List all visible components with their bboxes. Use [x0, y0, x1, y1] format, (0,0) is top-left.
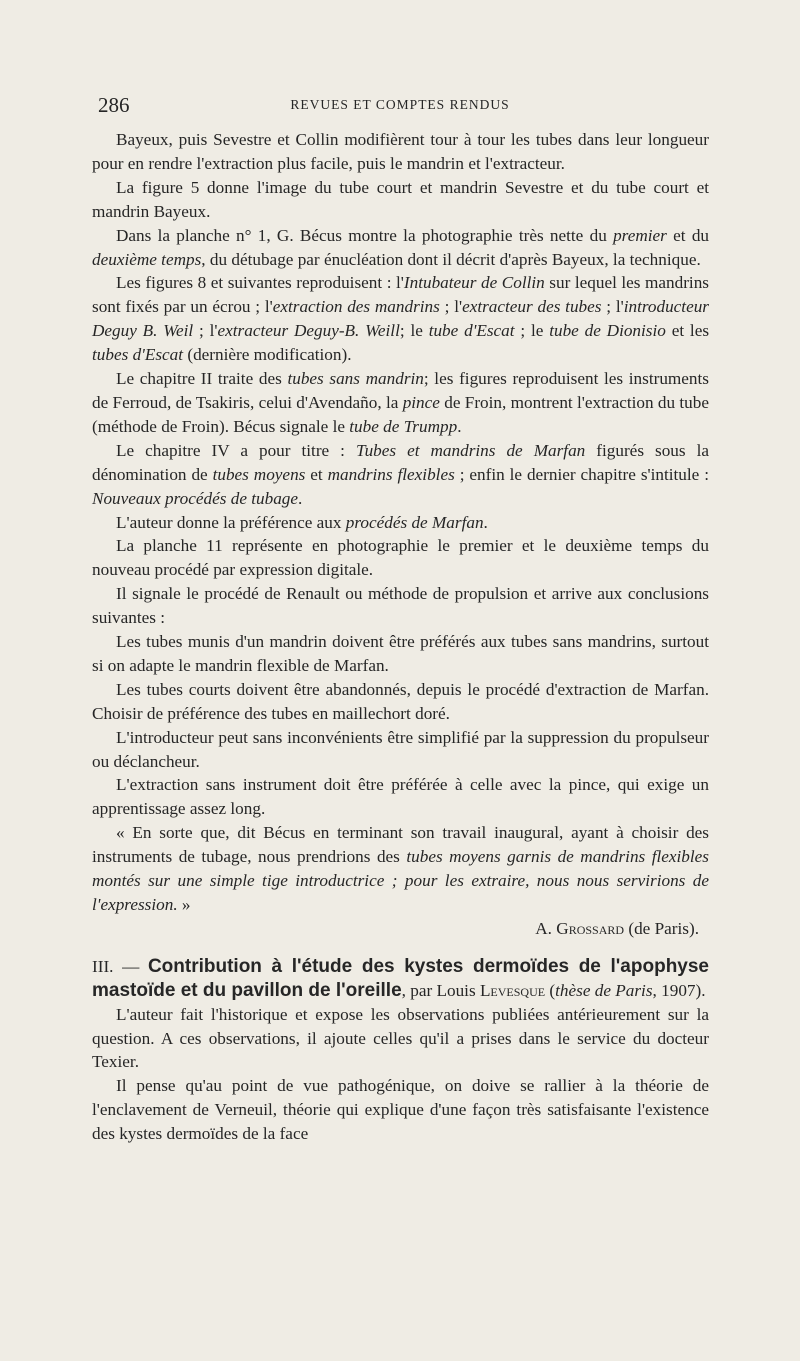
text-run: et du — [666, 225, 710, 245]
paragraph-14 — [92, 821, 709, 917]
italic-run: tube de Trumpp — [349, 416, 458, 436]
source-title: thèse de Paris — [555, 980, 653, 1000]
text-run: » — [177, 895, 191, 914]
paragraph-11: Les tubes courts doivent être abandonnés, depuis le procédé d'extraction de Marfan. Choisir de préférence des tubes en maillechort doré. — [92, 679, 709, 723]
section-number: III. — — [92, 956, 148, 976]
italic-run: tubes d'Escat — [92, 345, 184, 365]
text-run: sur lequel les mandrins sont fixés par un écrou ; l' — [92, 273, 709, 317]
section-title: Contribution à l'étude des kystes dermoïdes de l'apophyse mastoïde et du pavillon de l'oreille — [92, 955, 709, 1001]
text-run: et les — [665, 321, 710, 341]
text-run: Le chapitre II traite des — [116, 369, 288, 389]
page-number: 286 — [98, 93, 130, 117]
italic-run: tubes moyens garnis de mandrins flexibles montés sur une simple tige introductrice ; pour les extraire, nous nous servirions de l'expression. — [92, 847, 709, 914]
text-run: ; l' — [439, 297, 463, 317]
paragraph-6 — [92, 439, 709, 511]
text-run: ; le — [399, 321, 429, 341]
italic-run: premier — [613, 225, 667, 245]
paragraph-16: Il pense qu'au point de vue pathogénique, on doive se rallier à la théorie de l'enclavement de Verneuil, théorie qui explique d'une façon très satisfaisante l'existence des kystes dermoïdes de la face — [92, 1076, 709, 1144]
paragraph-12: L'introducteur peut sans inconvénients être simplifié par la suppression du propulseur ou déclancheur. — [92, 727, 709, 771]
italic-run: deuxième temps — [92, 249, 202, 269]
signature-initial: A. — [535, 918, 557, 938]
italic-run: procédés de Marfan — [345, 512, 484, 532]
paragraph-7 — [92, 511, 709, 535]
text-run: , par Louis — [401, 980, 480, 1000]
text-run: ; l' — [193, 321, 218, 341]
italic-run: tube de Dionisio — [549, 321, 666, 341]
text-run: ; l' — [601, 297, 624, 317]
italic-run: introducteur Deguy B. Weil — [92, 297, 709, 341]
text-run: « En sorte que, dit Bécus en terminant son travail inaugural, ayant à choisir des instruments de tubage, nous prendrions des — [92, 823, 709, 867]
paragraph-4 — [92, 271, 709, 367]
text-run: de Froin, montrent l'extraction du tube (méthode de Froin). Bécus signale le — [92, 392, 709, 436]
paragraph-3 — [92, 224, 709, 272]
paragraph-15: L'auteur fait l'historique et expose les observations publiées antérieurement sur la question. A ces observations, il ajoute celles qu'il a prises dans le service du docteur Texier. — [92, 1004, 709, 1072]
text-run: Les figures 8 et suivantes reproduisent : l' — [116, 273, 404, 293]
text-run: . — [483, 512, 488, 532]
text-run: figurés sous la dénomination de — [92, 440, 709, 484]
paragraph-9: Il signale le procédé de Renault ou méthode de propulsion et arrive aux conclusions suivantes : — [92, 584, 709, 628]
italic-run: Tubes et mandrins de Marfan — [355, 440, 586, 460]
text-run: Le chapitre IV a pour titre : — [116, 440, 356, 460]
signature-place: (de Paris). — [624, 918, 699, 938]
italic-run: Intubateur de Collin — [403, 273, 545, 293]
paragraph-13: L'extraction sans instrument doit être préférée à celle avec la pince, qui exige un apprentissage assez long. — [92, 775, 709, 819]
author-name: Levesque — [479, 980, 546, 1000]
running-head: REVUES ET COMPTES RENDUS — [290, 97, 510, 112]
text-run: ; les figures reproduisent les instruments de Ferroud, de Tsakiris, celui d'Avendaño, la — [92, 369, 709, 412]
italic-run: tubes sans mandrin — [287, 369, 424, 389]
italic-run: pince — [402, 392, 440, 412]
body-text — [92, 128, 709, 1146]
page-header — [98, 93, 702, 119]
italic-run: tubes moyens — [212, 464, 306, 484]
text-run: Dans la planche n° 1, G. Bécus montre la photographie très nette du — [116, 225, 614, 245]
text-run: ; le — [514, 321, 550, 341]
text-run: . — [298, 488, 303, 508]
paragraph-2: La figure 5 donne l'image du tube court et mandrin Sevestre et du tube court et mandrin Bayeux. — [92, 177, 709, 221]
paragraph-5 — [92, 367, 709, 439]
text-run: ; enfin le dernier chapitre s'intitule : — [454, 464, 710, 484]
italic-run: extracteur des tubes — [462, 297, 602, 317]
paragraph-1: Bayeux, puis Sevestre et Collin modifièrent tour à tour les tubes dans leur longueur pour en rendre l'extraction plus facile, puis le mandrin et l'extracteur. — [92, 130, 709, 173]
paragraph-8: La planche 11 représente en photographie le premier et le deuxième temps du nouveau procédé par expression digitale. — [92, 536, 709, 580]
text-run: , 1907). — [652, 980, 706, 1000]
signature — [92, 917, 709, 941]
italic-run: Nouveaux procédés de tubage — [92, 488, 299, 508]
italic-run: extraction des mandrins — [272, 297, 440, 317]
paragraph-10: Les tubes munis d'un mandrin doivent être préférés aux tubes sans mandrins, surtout si on adapte le mandrin flexible de Marfan. — [92, 632, 709, 675]
signature-name: Grossard — [556, 918, 625, 938]
italic-run: tube d'Escat — [428, 321, 515, 341]
text-run: , du détubage par énucléation dont il décrit d'après Bayeux, la technique. — [201, 249, 701, 269]
italic-run: mandrins flexibles — [327, 464, 455, 484]
text-run: (dernière modification). — [183, 345, 352, 365]
text-run: L'auteur donne la préférence aux — [116, 512, 346, 532]
section-heading — [92, 955, 709, 1003]
text-run: ( — [545, 980, 556, 1000]
text-run: et — [305, 464, 328, 484]
text-run: . — [457, 416, 462, 436]
italic-run: extracteur Deguy-B. Weill — [217, 321, 400, 341]
